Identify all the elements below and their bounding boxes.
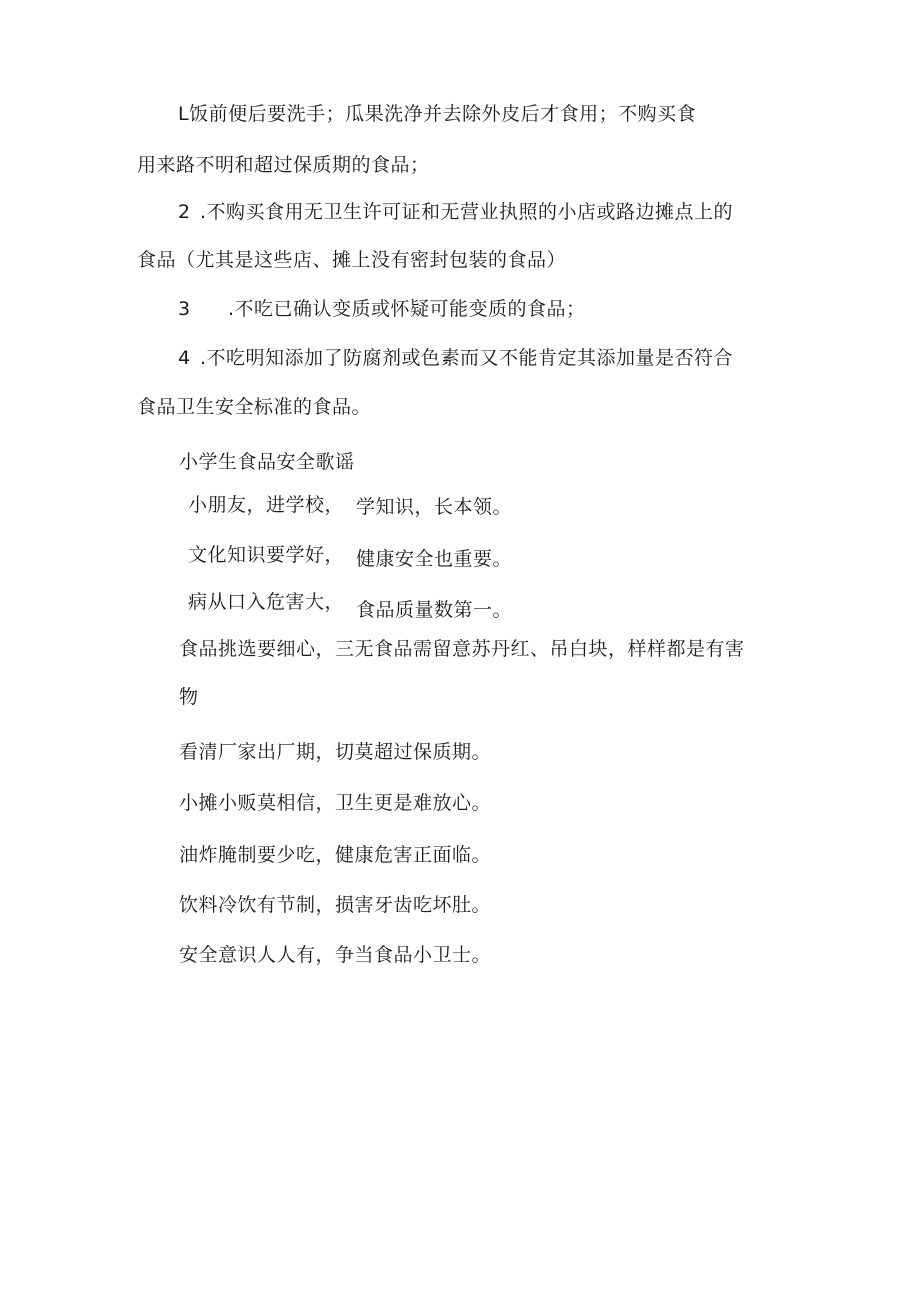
rule-2-continuation: 食品（尤其是这些店、摊上没有密封包装的食品） (137, 249, 567, 271)
song-line-3: 油炸腌制要少吃，健康危害正面临。 (179, 844, 492, 866)
rule-1-continuation: 用来路不明和超过保质期的食品； (137, 154, 430, 176)
song-line-4: 饮料冷饮有节制，损害牙齿吃坏肚。 (179, 894, 492, 916)
rule-3-text: .不吃已确认变质或怀疑可能变质的食品； (228, 298, 586, 320)
rule-3-line (178, 297, 586, 321)
song-line-5: 安全意识人人有，争当食品小卫士。 (179, 944, 492, 966)
rule-2-marker: 2 (178, 201, 191, 223)
rule-4-text: .不吃明知添加了防腐剂或色素而又不能肯定其添加量是否符合 (200, 347, 734, 369)
rule-4-marker: 4 (178, 347, 191, 369)
rule-1-text: 饭前便后要洗手；瓜果洗净并去除外皮后才食用；不购买食 (189, 103, 697, 125)
rule-2-text: .不购买食用无卫生许可证和无营业执照的小店或路边摊点上的 (200, 201, 734, 223)
couplet-3-right: 食品质量数第一。 (356, 599, 513, 621)
couplet-1-right: 学知识，长本领。 (356, 496, 513, 518)
song-line-2: 小摊小贩莫相信，卫生更是难放心。 (179, 792, 492, 814)
couplet-1-left: 小朋友，进学校， (188, 494, 345, 516)
rule-2-line (178, 200, 733, 224)
rule-1-marker: L (178, 103, 190, 125)
couplet-3-left: 病从口入危害大， (188, 591, 345, 613)
couplet-2-left: 文化知识要学好， (188, 544, 345, 566)
song-long-line-wrap: 物 (179, 686, 199, 708)
song-title: 小学生食品安全歌谣 (179, 451, 355, 473)
rule-4-continuation: 食品卫生安全标准的食品。 (137, 396, 372, 418)
couplet-2-right: 健康安全也重要。 (356, 548, 513, 570)
rule-1-line (178, 102, 696, 126)
song-long-line: 食品挑选要细心，三无食品需留意苏丹红、吊白块，样样都是有害 (179, 638, 745, 660)
rule-4-line (178, 346, 733, 370)
song-line-1: 看清厂家出厂期，切莫超过保质期。 (179, 741, 492, 763)
rule-3-marker: 3 (178, 298, 191, 320)
